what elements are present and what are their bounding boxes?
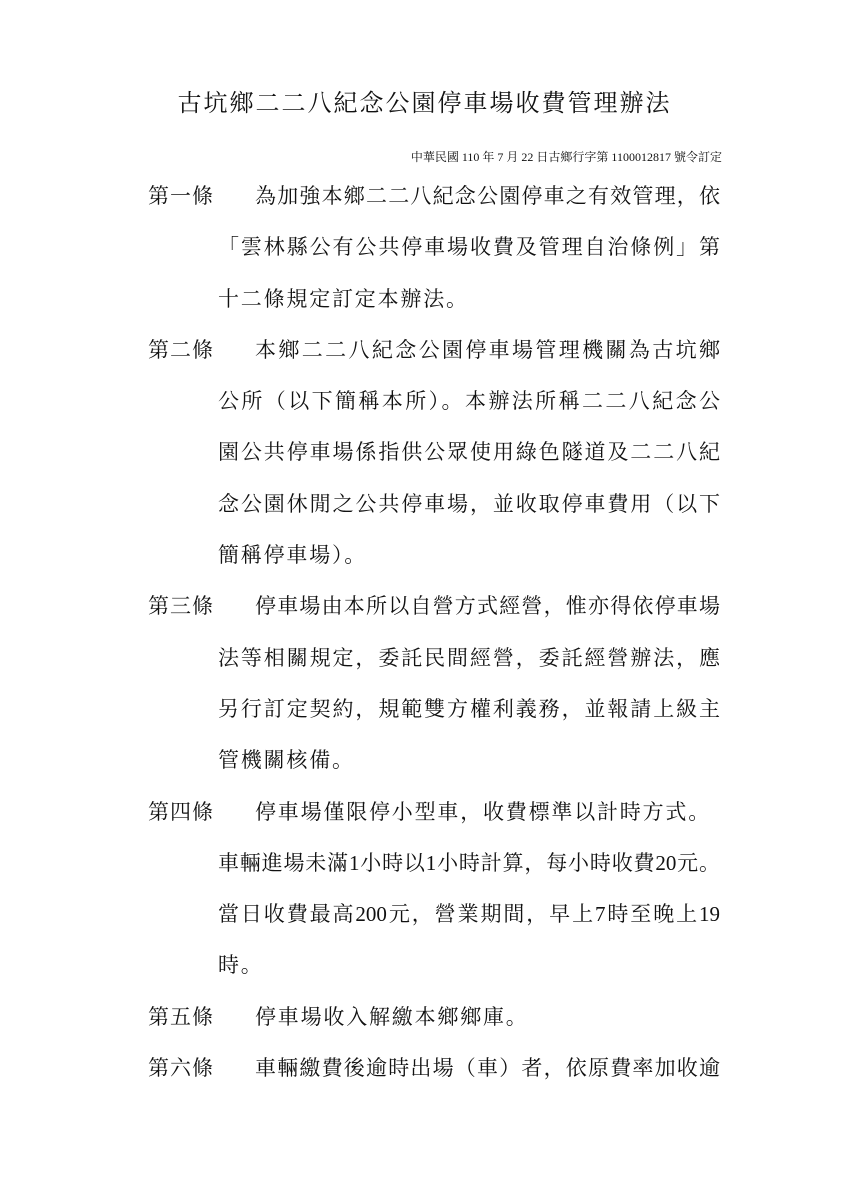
article-line: 「雲林縣公有公共停車場收費及管理自治條例」第: [218, 235, 720, 260]
article-5: [0, 992, 849, 1043]
promulgation-note: 中華民國 110 年 7 月 22 日古鄉行字第 1100012817 號令訂定: [410, 150, 722, 164]
article-1: [0, 171, 849, 325]
article-line: 車輛進場未滿1小時以1小時計算，每小時收費20元。: [218, 850, 720, 875]
article-line: 停車場收入解繳本鄉鄉庫。: [255, 1004, 529, 1029]
document-body: [0, 171, 849, 1094]
article-line: 公所（以下簡稱本所）。本辦法所稱二二八紀念公: [218, 389, 720, 414]
article-label: 第四條: [148, 799, 214, 824]
article-3: [0, 581, 849, 786]
article-line: 當日收費最高200元，營業期間，早上7時至晚上19: [218, 902, 720, 927]
article-label: 第三條: [148, 594, 214, 619]
article-line: 簡稱停車場）。: [218, 543, 368, 568]
article-line: 法等相關規定，委託民間經營，委託經營辦法，應: [218, 645, 720, 670]
article-label: 第二條: [148, 337, 214, 362]
article-line: 停車場由本所以自營方式經營，惟亦得依停車場: [255, 594, 720, 619]
article-line: 念公園休閒之公共停車場，並收取停車費用（以下: [218, 491, 720, 516]
article-line: 時。: [218, 953, 264, 978]
article-6: [0, 1043, 849, 1094]
article-line: 十二條規定訂定本辦法。: [218, 286, 469, 311]
article-line: 本鄉二二八紀念公園停車場管理機關為古坑鄉: [255, 337, 720, 362]
article-line: 管機關核備。: [218, 748, 355, 773]
article-4: [0, 787, 849, 992]
article-label: 第一條: [148, 184, 214, 208]
document-title: 古坑鄉二二八紀念公園停車場收費管理辦法: [177, 91, 672, 117]
article-2: [0, 325, 849, 581]
article-line: 園公共停車場係指供公眾使用綠色隧道及二二八紀: [218, 440, 720, 465]
article-label: 第六條: [148, 1056, 214, 1081]
article-label: 第五條: [148, 1004, 214, 1029]
article-line: 另行訂定契約，規範雙方權利義務，並報請上級主: [218, 696, 720, 721]
article-line: 車輛繳費後逾時出場（車）者，依原費率加收逾: [255, 1056, 720, 1081]
article-line: 為加強本鄉二二八紀念公園停車之有效管理，依: [255, 184, 720, 208]
article-line: 停車場僅限停小型車，收費標準以計時方式。: [255, 799, 711, 824]
